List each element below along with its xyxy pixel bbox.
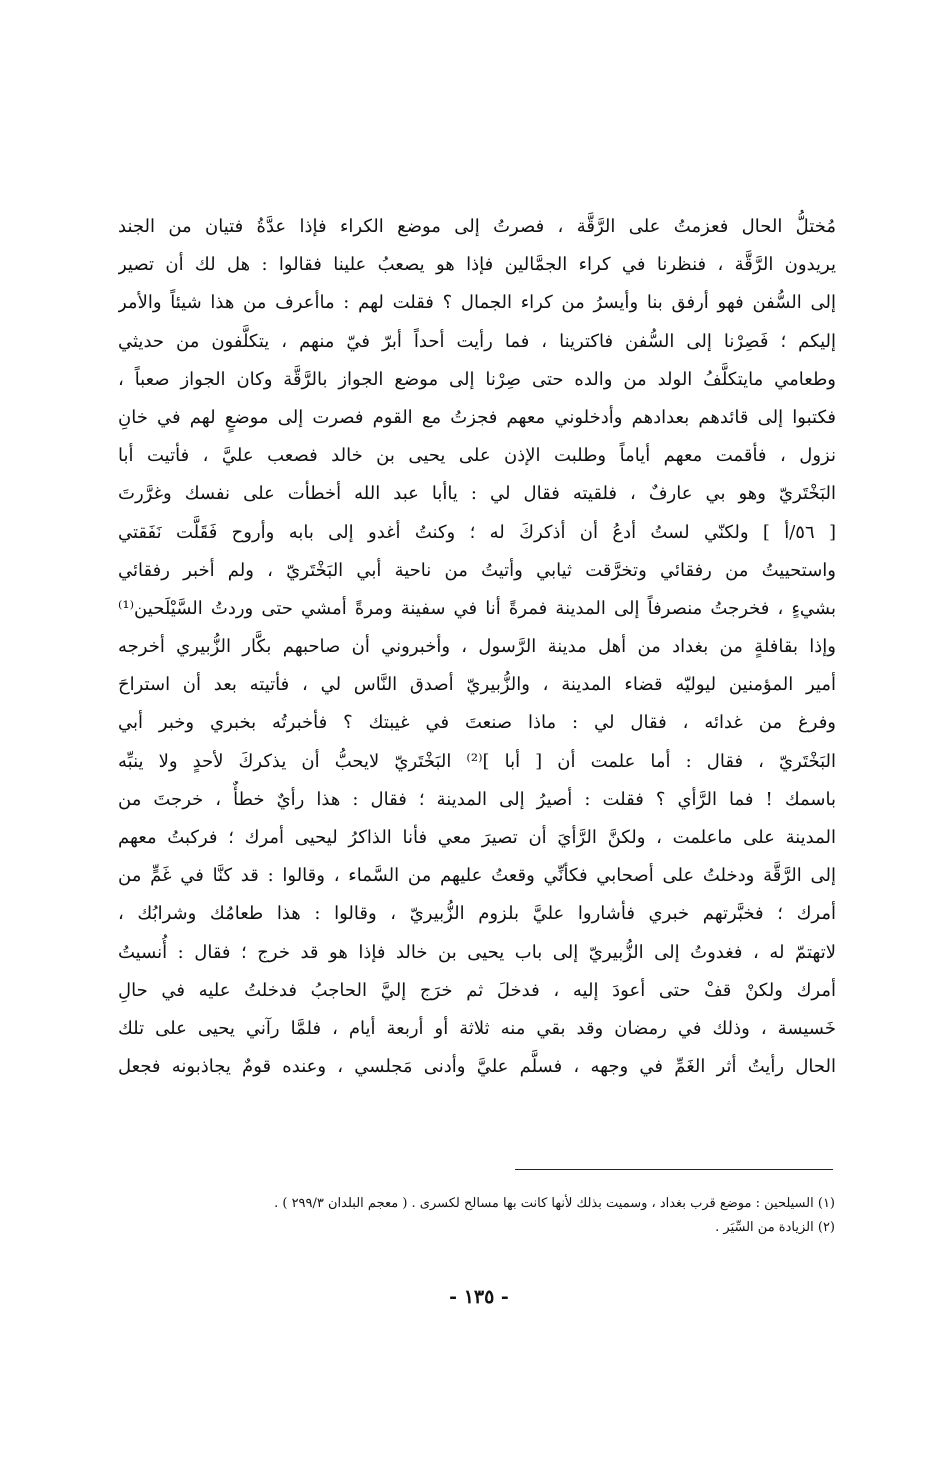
body-line: وفرغ من غدائه ، فقال لي : ماذا صنعتَ في غيبتك ؟ فأخبرتُه بخبري وخبر أبي <box>118 712 836 734</box>
body-line: واستحييتُ من رفقائي وتخرَّقت ثيابي وأتيتُ من ناحية أبي البَخْتَريّ ، ولم أخبر رفقائي <box>118 559 836 581</box>
body-line: أمرك ؛ فخبَّرتهم خبري فأشاروا عليَّ بلزوم الزُّبيريّ ، وقالوا : هذا طعامُك وشرابُك ، <box>118 903 836 925</box>
body-line: إلى الرَّقَّة ودخلتُ على أصحابي فكأنِّي وقعتُ عليهم من السَّماء ، وقالوا : قد كنَّا في غَمٍّ من <box>118 865 836 887</box>
body-line: إلى السُّفن فهو أرفق بنا وأيسرُ من كراء الجمال ؟ فقلت لهم : ماأعرف من هذا شيئاً والأمر <box>118 292 836 314</box>
page-number: - ١٣٥ - <box>449 1286 509 1308</box>
body-line: البَخْتَريّ ، فقال : أما علمت أن [ أبا ]⁽²⁾ البَخْتَريّ لايحبُّ أن يذكركَ لأحدٍ ولا ينبِّه <box>118 750 836 772</box>
body-line: نزول ، فأقمت معهم أياماً وطلبت الإذن على يحيى بن خالد فصعب عليَّ ، فأتيت أبا <box>118 445 836 467</box>
body-line: يريدون الرَّقَّة ، فنظرنا في كراء الجمَّالين فإذا هو يصعبُ علينا فقالوا : هل لك أن تصير <box>118 254 836 276</box>
body-text <box>118 208 836 1086</box>
body-line: وإذا بقافلةٍ من بغداد من أهل مدينة الرَّسول ، وأخبروني أن صاحبهم بكَّار الزُّبيري أخرجه <box>118 636 836 658</box>
body-line: إليكم ؛ فَصِرْنا إلى السُّفن فاكترينا ، فما رأيت أحداً أبرّ فيّ منهم ، يتكلَّفون من حديثي <box>118 330 836 352</box>
body-line: لاتهتمّ له ، فغدوتُ إلى الزُّبيريّ إلى باب يحيى بن خالد فإذا هو قد خرج ؛ فقال : أُنسيتُ <box>118 941 836 963</box>
body-line: مُختلُّ الحال فعزمتُ على الرَّقَّة ، فصرتُ إلى موضع الكراء فإذا عدَّةُ فتيان من الجند <box>118 216 836 237</box>
body-line: وطعامي مايتكلَّفُ الولد من والده حتى صِرْنا إلى موضع الجواز بالرَّقَّة وكان الجواز صعباً ، <box>118 368 836 390</box>
footnotes <box>200 1192 835 1240</box>
footnote-2: (٢) الزيادة من السِّيَر . <box>715 1220 835 1235</box>
body-line: الحال رأيتُ أثر الغَمِّ في وجهه ، فسلَّم عليَّ وأدنى مَجلسي ، وعنده قومٌ يجاذبونه فجعل <box>118 1056 836 1078</box>
body-line: أمرك ولكنْ قفْ حتى أعودَ إليه ، فدخلَ ثم خرَج إليَّ الحاجبُ فدخلتُ عليه في حالِ <box>118 979 836 1001</box>
body-line: المدينة على ماعلمت ، ولكنَّ الرَّأيَ أن تصيرَ معي فأنا الذاكرُ ليحيى أمرك ؛ فركبتُ معهم <box>118 827 836 848</box>
body-line: باسمك ! فما الرَّأي ؟ فقلت : أصيرُ إلى المدينة ؛ فقال : هذا رأيٌ خطأٌ ، خرجتَ من <box>118 788 836 810</box>
body-line: البَخْتَريّ وهو بي عارفٌ ، فلقيته فقال لي : ياأبا عبد الله أخطأت على نفسك وغرَّرتَ <box>118 483 836 505</box>
footnote-divider <box>515 1169 833 1170</box>
body-line: خَسيسة ، وذلك في رمضان وقد بقي منه ثلاثة أو أربعة أيام ، فلمَّا رآني يحيى على تلك <box>118 1017 836 1039</box>
body-line: [ ٥٦/أ ] ولكنّي لستُ أدعُ أن أذكركَ له ؛ وكنتُ أغدو إلى بابه وأروح فَقَلَّت نَفَقتي <box>118 521 836 543</box>
body-line: بشيءٍ ، فخرجتُ منصرفاً إلى المدينة فمرةً أنا في سفينة ومرةً أمشي حتى وردتُ السَّيْلَحين⁽¹⁾ <box>118 597 836 619</box>
body-line: فكتبوا إلى قائدهم بعدادهم وأدخلوني معهم فجزتُ مع القوم فصرت إلى موضعٍ لهم في خانِ <box>118 406 836 428</box>
body-line: أمير المؤمنين ليوليّه قضاء المدينة ، والزُّبيريّ أصدق النَّاس لي ، فأتيته بعد أن استراحَ <box>118 674 836 696</box>
footnote-1: (١) السيلحين : موضع قرب بغداد ، وسميت بذلك لأنها كانت بها مسالح لكسرى . ( معجم البلدان ٢٩٩/٣ ) . <box>274 1196 835 1211</box>
